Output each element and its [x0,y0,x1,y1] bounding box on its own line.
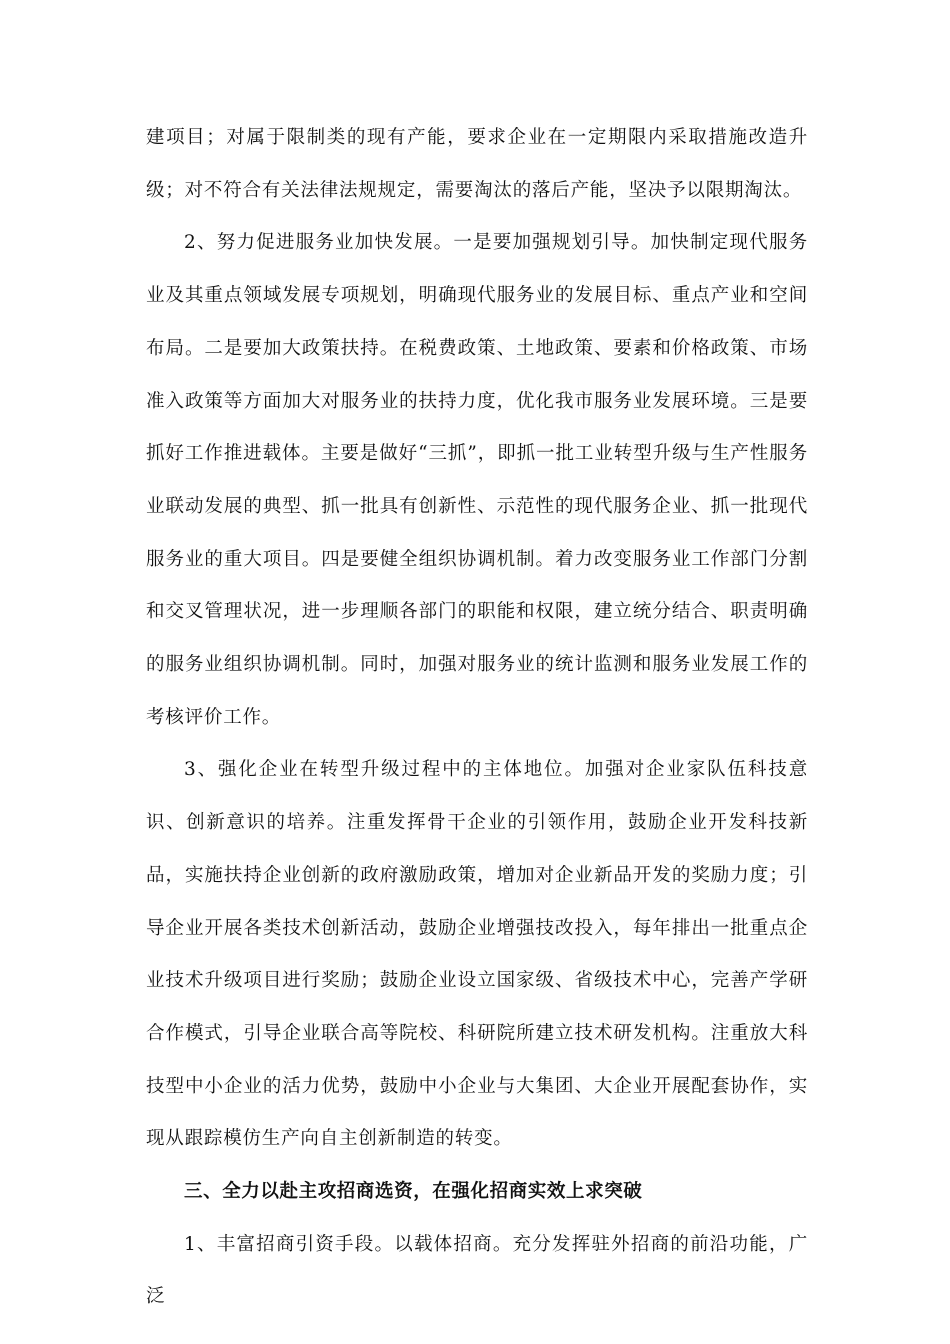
paragraph-investment-means: 1、丰富招商引资手段。以载体招商。充分发挥驻外招商的前沿功能，广泛 [146,1233,808,1308]
paragraph-enterprise-role: 3、强化企业在转型升级过程中的主体地位。加强对企业家队伍科技意识、创新意识的培养。注重发挥骨干企业的引领作用，鼓励企业开发科技新品，实施扶持企业创新的政府激励政策，增加对企业新品开发的奖励力度；引导企业开展各类技术创新活动，鼓励企业增强技改投入，每年排出一批重点企业技术升级项目进行奖励；鼓励企业设立国家级、省级技术中心，完善产学研合作模式，引导企业联合高等院校、科研院所建立技术研发机构。注重放大科技型中小企业的活力优势，鼓励中小企业与大集团、大企业开展配套协作，实现从跟踪模仿生产向自主创新制造的转变。 [146,759,808,1150]
paragraph-service-industry: 2、努力促进服务业加快发展。一是要加强规划引导。加快制定现代服务业及其重点领域发展专项规划，明确现代服务业的发展目标、重点产业和空间布局。二是要加大政策扶持。在税费政策、土地政策、要素和价格政策、市场准入政策等方面加大对服务业的扶持力度，优化我市服务业发展环境。三是要抓好工作推进载体。主要是做好“三抓”，即抓一批工业转型升级与生产性服务业联动发展的典型、抓一批具有创新性、示范性的现代服务企业、抓一批现代服务业的重大项目。四是要健全组织协调机制。着力改变服务业工作部门分割和交叉管理状况，进一步理顺各部门的职能和权限，建立统分结合、职责明确的服务业组织协调机制。同时，加强对服务业的统计监测和服务业发展工作的考核评价工作。 [146,232,808,728]
paragraph-continuation: 建项目；对属于限制类的现有产能，要求企业在一定期限内采取措施改造升级；对不符合有关法律法规规定，需要淘汰的落后产能，坚决予以限期淘汰。 [146,127,808,201]
section-heading: 三、全力以赴主攻招商选资，在强化招商实效上求突破 [184,1181,643,1203]
document-body [146,112,808,1324]
